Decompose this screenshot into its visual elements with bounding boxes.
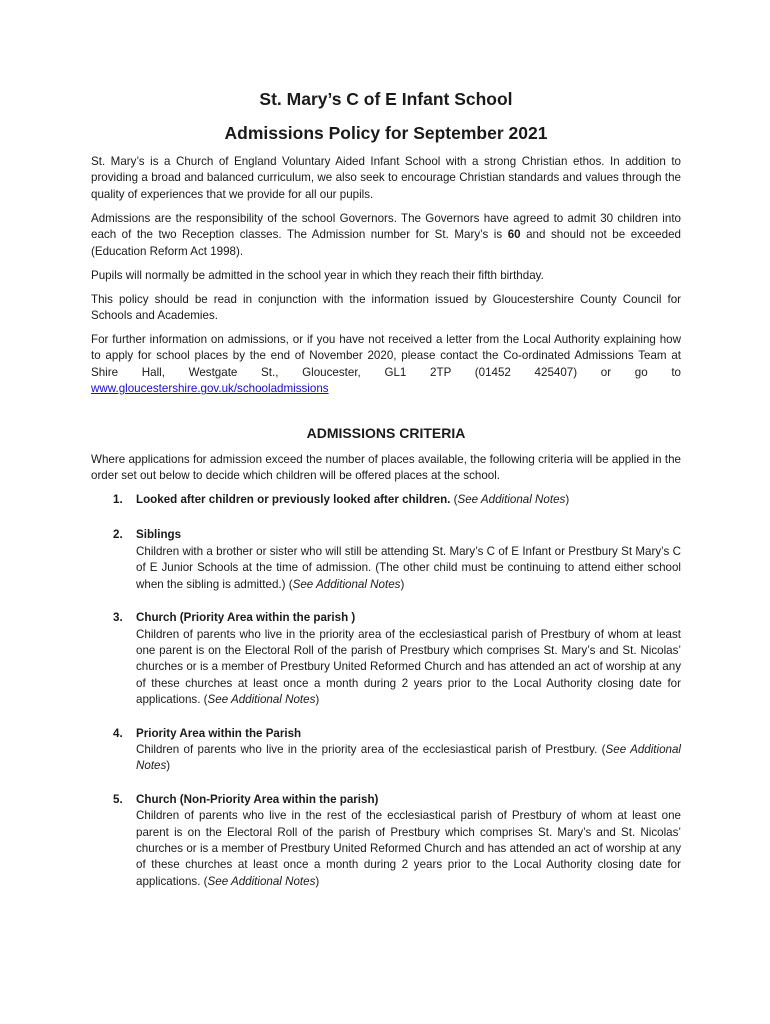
criteria-item bbox=[91, 726, 681, 775]
criteria-text: Children of parents who live in the priority area of the ecclesiastical parish of Prestbury of whom at least one parent is on the Electoral Roll of the parish of Prestbury which comprises St. Mary’s and St. Nicolas’ churches or is a member of Prestbury United Reformed Church and has attended an act of worship at any of these churches at least once a month during 2 years prior to the Local Authority closing date for applications. ( bbox=[136, 627, 681, 707]
intro-paragraph: St. Mary’s is a Church of England Voluntary Aided Infant School with a strong Christian ethos. In addition to providing a broad and balanced curriculum, we also seek to encourage Christian standards and values through the quality of experiences that we provide for all our pupils. bbox=[91, 155, 681, 201]
note-open: ( bbox=[450, 493, 458, 507]
conjunction-paragraph: This policy should be read in conjunction with the information issued by Gloucestershire County Council for Schools and Academies. bbox=[91, 292, 681, 323]
criteria-item bbox=[91, 527, 681, 593]
criteria-number: 1. bbox=[113, 493, 123, 507]
criteria-heading: ADMISSIONS CRITERIA bbox=[306, 424, 466, 441]
note-close: ) bbox=[166, 759, 171, 773]
criteria-heading-text: Church (Priority Area within the parish ) bbox=[136, 611, 356, 625]
note-close: ) bbox=[315, 693, 320, 707]
further-info-paragraph bbox=[91, 332, 681, 398]
criteria-intro: Where applications for admission exceed the number of places available, the following criteria will be applied in the order set out below to decide which children will be offered places at the school. bbox=[91, 452, 681, 483]
note-close: ) bbox=[400, 577, 405, 591]
admission-number: 60 bbox=[507, 228, 521, 242]
governors-text-a: Admissions are the responsibility of the school Governors. The Governors have agreed to admit 30 children into each of the two Reception classes. The Admission number for St. Mary’s is bbox=[91, 211, 681, 242]
criteria-description bbox=[136, 627, 681, 709]
additional-notes-ref: See Additional Notes bbox=[207, 874, 316, 888]
additional-notes-ref: See Additional Notes bbox=[457, 493, 566, 507]
additional-notes-ref: See Additional Notes bbox=[136, 742, 682, 773]
criteria-text: Children with a brother or sister who will still be attending St. Mary’s C of E Infant or Prestbury St Mary’s C of E Junior Schools at the time of admission. (The other child must be continuing to attend either school when the sibling is admitted.) ( bbox=[136, 544, 681, 591]
admissions-link[interactable]: www.gloucestershire.gov.uk/schooladmissions bbox=[91, 382, 329, 396]
criteria-number: 2. bbox=[113, 528, 123, 542]
criteria-description bbox=[136, 544, 681, 593]
document-page bbox=[91, 88, 681, 907]
policy-title: Admissions Policy for September 2021 bbox=[224, 123, 548, 143]
criteria-number: 3. bbox=[113, 611, 123, 625]
criteria-item bbox=[91, 610, 681, 708]
additional-notes-ref: See Additional Notes bbox=[292, 577, 401, 591]
criteria-description bbox=[136, 808, 681, 890]
criteria-description bbox=[136, 742, 681, 775]
criteria-heading-text: Church (Non-Priority Area within the parish) bbox=[136, 792, 379, 806]
governors-paragraph bbox=[91, 211, 681, 260]
criteria-number: 5. bbox=[113, 792, 123, 806]
note-close: ) bbox=[565, 493, 570, 507]
further-info-text: For further information on admissions, or if you have not received a letter from the Local Authority explaining how to apply for school places by the end of November 2020, please contact the Co-ordinated Admissions Team at Shire Hall, Westgate St., Gloucester, GL1 2TP (01452 425407) or go to bbox=[91, 333, 681, 379]
additional-notes-ref: See Additional Notes bbox=[207, 693, 316, 707]
governors-text-b: and should not be exceeded (Education Reform Act 1998). bbox=[91, 228, 681, 258]
criteria-heading-text: Looked after children or previously looked after children. bbox=[136, 493, 451, 507]
note-close: ) bbox=[315, 874, 320, 888]
criteria-heading-text: Siblings bbox=[136, 528, 182, 542]
criteria-text: Children of parents who live in the priority area of the ecclesiastical parish of Prestbury. ( bbox=[136, 742, 606, 756]
birthday-paragraph: Pupils will normally be admitted in the school year in which they reach their fifth birthday. bbox=[91, 268, 544, 282]
criteria-list bbox=[91, 492, 681, 890]
criteria-number: 4. bbox=[113, 726, 123, 740]
criteria-heading-text: Priority Area within the Parish bbox=[136, 726, 302, 740]
criteria-item bbox=[91, 492, 681, 508]
criteria-item bbox=[91, 792, 681, 890]
school-title: St. Mary’s C of E Infant School bbox=[259, 89, 513, 109]
criteria-text: Children of parents who live in the rest of the ecclesiastical parish of Prestbury of whom at least one parent is on the Electoral Roll of the parish of Prestbury which comprises St. Mary’s and St. Nicolas’ churches or is a member of Prestbury United Reformed Church and has attended an act of worship at any of these churches at least once a month during 2 years prior to the Local Authority closing date for applications. ( bbox=[136, 809, 681, 888]
